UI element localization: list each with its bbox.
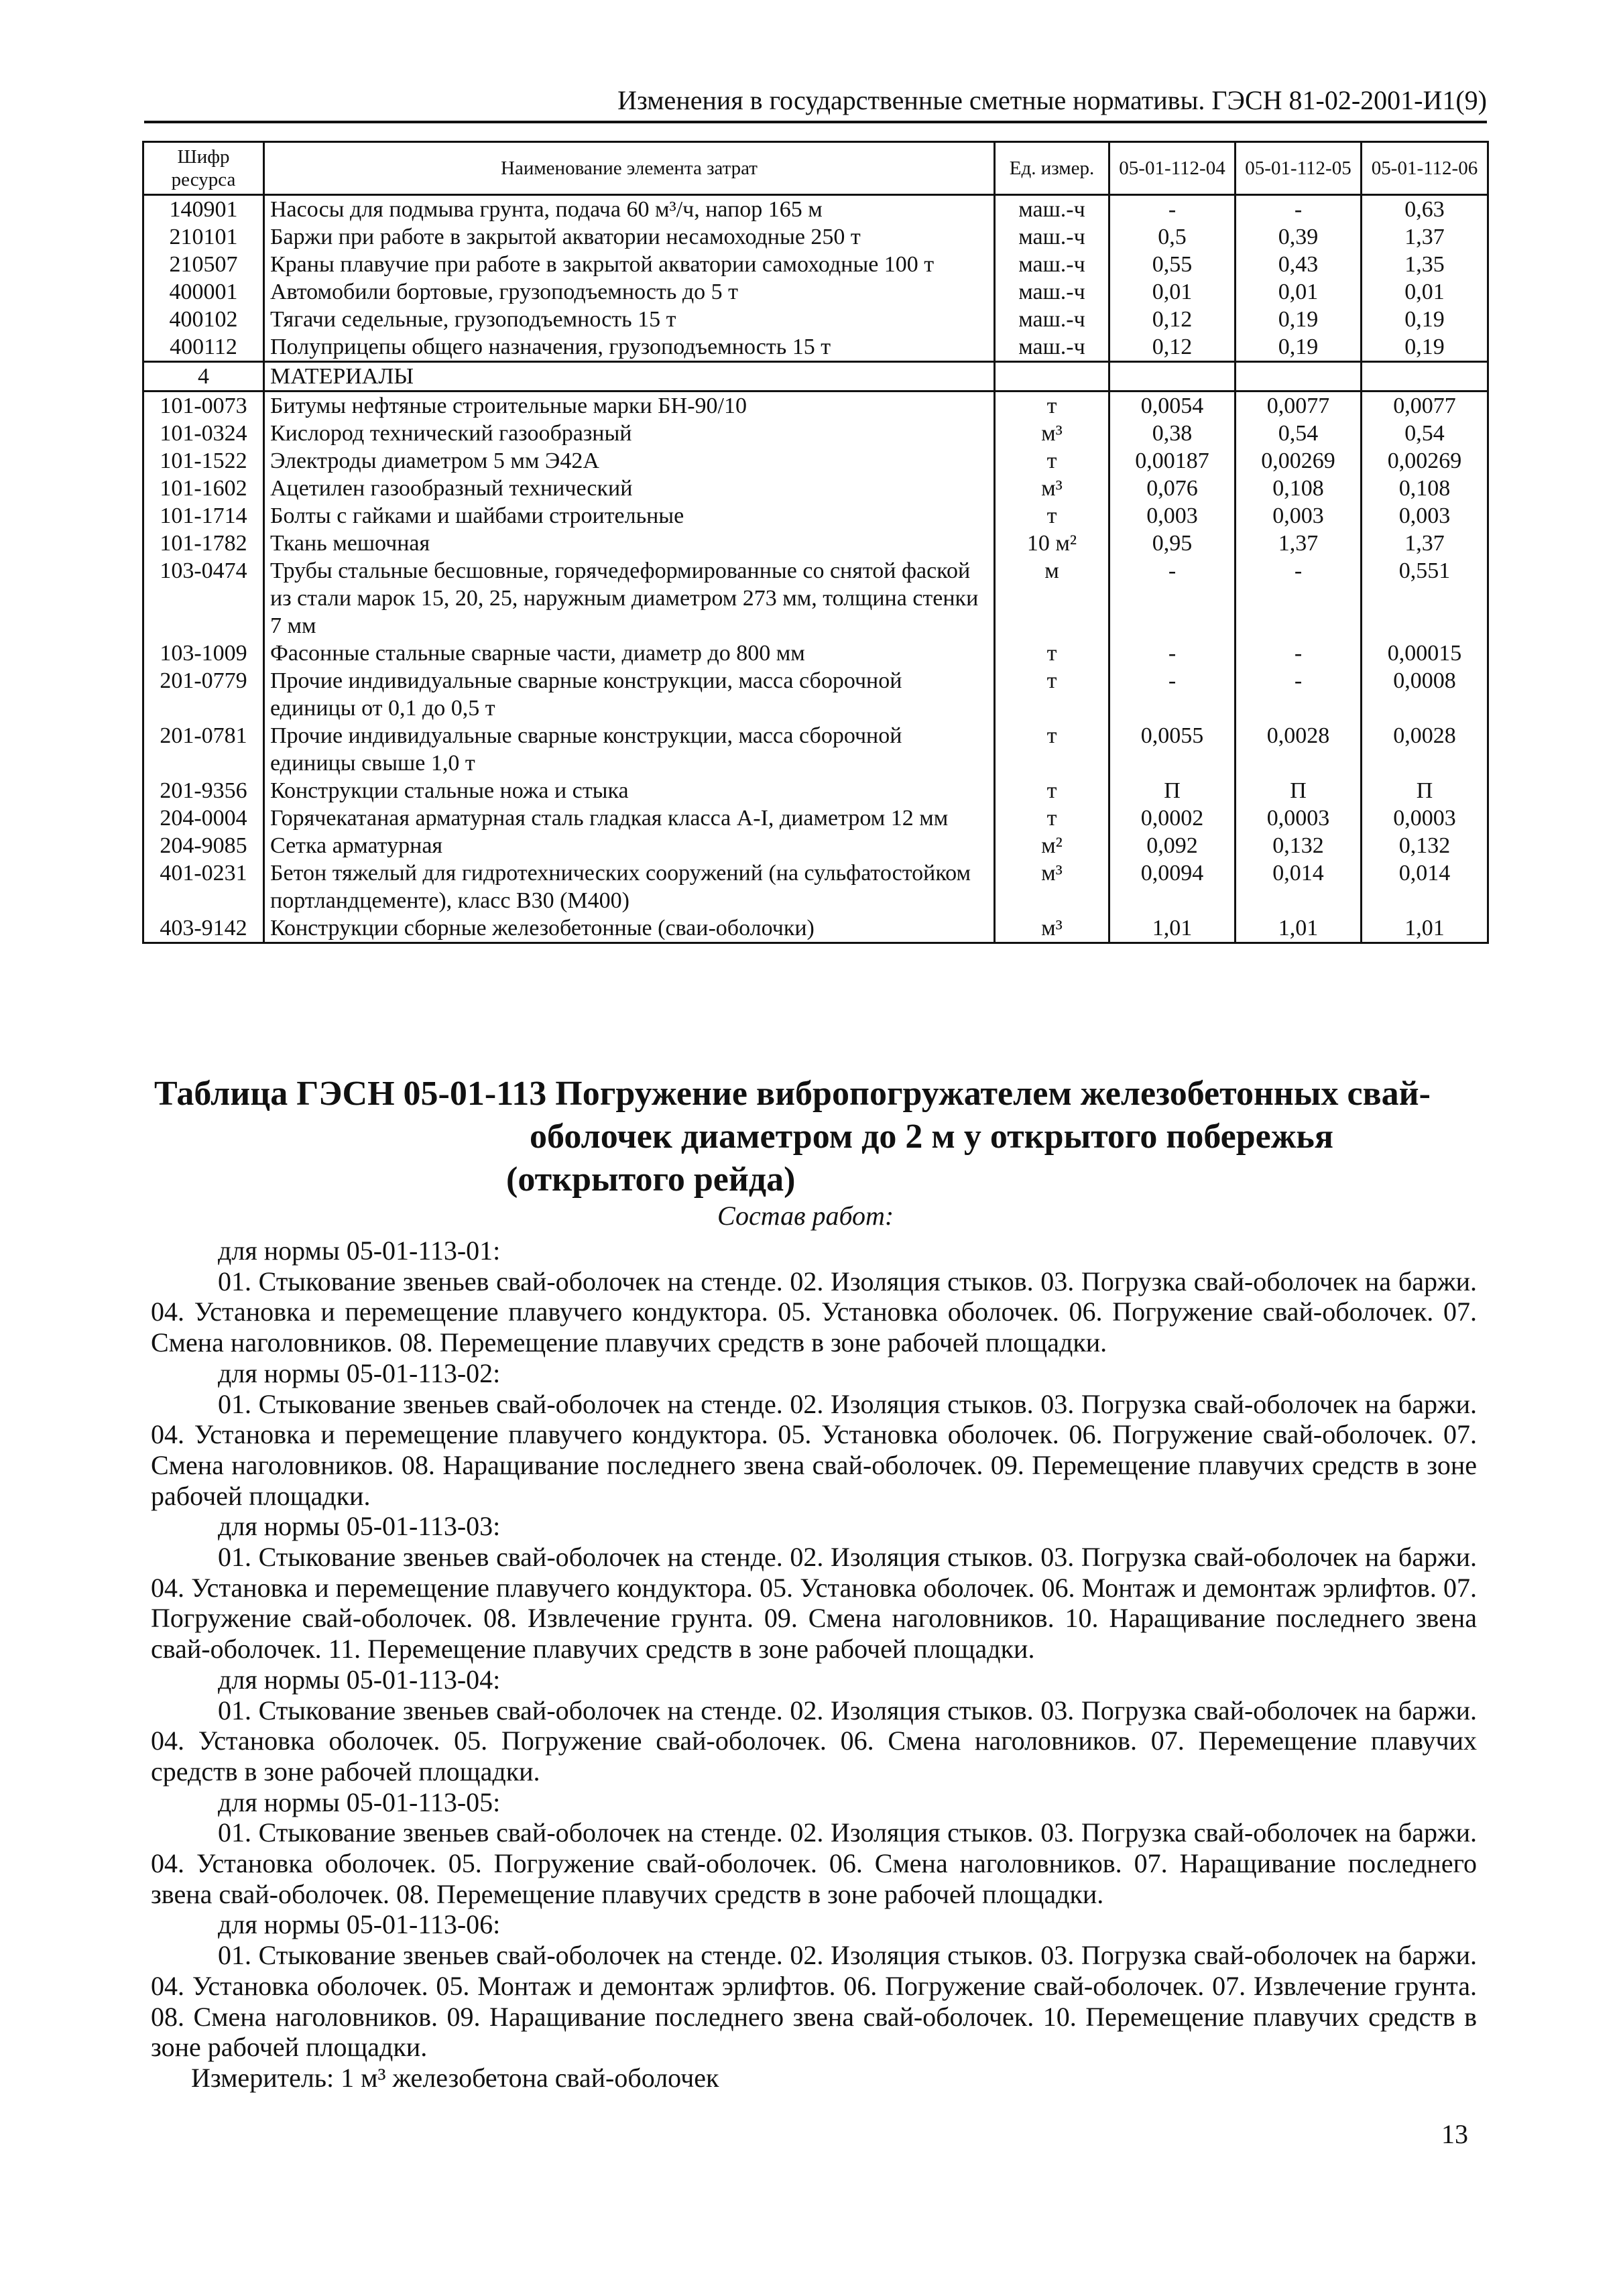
norm-label: для нормы 05-01-113-04:: [218, 1664, 501, 1695]
cell-unit: маш.-ч: [995, 306, 1109, 333]
cell-c2: -: [1236, 640, 1362, 667]
cell-unit: [995, 362, 1109, 391]
cell-c3: 0,0003: [1362, 804, 1488, 832]
cell-c3: 0,19: [1362, 333, 1488, 362]
table-row: [143, 223, 1488, 251]
cell-c3: 1,37: [1362, 223, 1488, 251]
table-row: [143, 667, 1488, 722]
cell-c2: 0,54: [1236, 420, 1362, 447]
cell-unit: 10 м²: [995, 530, 1109, 557]
cell-c1: -: [1109, 557, 1236, 640]
cell-c2: 0,39: [1236, 223, 1362, 251]
cell-c3: 0,19: [1362, 306, 1488, 333]
table-row: [143, 420, 1488, 447]
col-header-name: Наименование элемента затрат: [264, 142, 995, 195]
cell-code: 4: [143, 362, 264, 391]
cell-code: 103-0474: [143, 557, 264, 640]
cell-c2: 0,108: [1236, 475, 1362, 502]
cell-unit: маш.-ч: [995, 333, 1109, 362]
cell-code: 101-1602: [143, 475, 264, 502]
cell-unit: т: [995, 667, 1109, 722]
cell-name: Электроды диаметром 5 мм Э42А: [264, 447, 995, 475]
cell-unit: т: [995, 391, 1109, 420]
cell-unit: м³: [995, 420, 1109, 447]
cell-code: 140901: [143, 195, 264, 224]
cell-name: Краны плавучие при работе в закрытой акватории самоходные 100 т: [264, 251, 995, 278]
cell-unit: т: [995, 777, 1109, 804]
cell-c1: -: [1109, 195, 1236, 224]
cell-c2: 0,003: [1236, 502, 1362, 530]
cell-unit: маш.-ч: [995, 195, 1109, 224]
cell-name: Фасонные стальные сварные части, диаметр до 800 мм: [264, 640, 995, 667]
table-row: [143, 333, 1488, 362]
cell-c2: 1,01: [1236, 914, 1362, 943]
table-row: [143, 447, 1488, 475]
cell-c3: 1,37: [1362, 530, 1488, 557]
table-row: [143, 914, 1488, 943]
cell-name: Болты с гайками и шайбами строительные: [264, 502, 995, 530]
cell-c3: 1,01: [1362, 914, 1488, 943]
cell-c3: 0,63: [1362, 195, 1488, 224]
cell-unit: т: [995, 640, 1109, 667]
cell-code: 101-1522: [143, 447, 264, 475]
cell-c2: 0,19: [1236, 306, 1362, 333]
cell-unit: т: [995, 447, 1109, 475]
cell-c3: 0,0028: [1362, 722, 1488, 777]
cell-name: Конструкции сборные железобетонные (сваи-оболочки): [264, 914, 995, 943]
cell-code: 210101: [143, 223, 264, 251]
section-title-line-3: (открытого рейда): [506, 1160, 796, 1199]
cell-code: 400102: [143, 306, 264, 333]
cell-code: 103-1009: [143, 640, 264, 667]
cell-name: Насосы для подмыва грунта, подача 60 м³/ч, напор 165 м: [264, 195, 995, 224]
cell-c2: 0,0003: [1236, 804, 1362, 832]
cell-c2: 0,132: [1236, 832, 1362, 859]
table-row: [143, 251, 1488, 278]
table-header-row: [143, 142, 1488, 195]
table-row: [143, 777, 1488, 804]
cell-c3: 0,0077: [1362, 391, 1488, 420]
cell-c3: 0,014: [1362, 859, 1488, 914]
cell-name: Ацетилен газообразный технический: [264, 475, 995, 502]
norm-label: для нормы 05-01-113-06:: [218, 1909, 501, 1940]
table-row: [143, 722, 1488, 777]
cell-c2: 0,0028: [1236, 722, 1362, 777]
cell-name: Тягачи седельные, грузоподъемность 15 т: [264, 306, 995, 333]
cell-unit: т: [995, 502, 1109, 530]
cell-c1: 0,5: [1109, 223, 1236, 251]
cell-name: Горячекатаная арматурная сталь гладкая класса А-I, диаметром 12 мм: [264, 804, 995, 832]
norm-label: для нормы 05-01-113-05:: [218, 1787, 501, 1817]
norm-work-list: 01. Стыкование звеньев свай-оболочек на стенде. 02. Изоляция стыков. 03. Погрузка свай-оболочек на баржи. 04. Установка и перемещение плавучего кондуктора. 05. Установка оболочек. 06. Погружение свай-оболочек. 07. Смена наголовников. 08. Наращивание последнего звена свай-оболочек. 09. Перемещение плавучих средств в зоне рабочей площадки.: [151, 1388, 1477, 1511]
cell-c2: -: [1236, 667, 1362, 722]
table-row: [143, 502, 1488, 530]
section-title-line-2: оболочек диаметром до 2 м у открытого побережья: [530, 1117, 1334, 1156]
col-header-unit: Ед. измер.: [995, 142, 1109, 195]
cell-c3: [1362, 362, 1488, 391]
cell-code: 201-9356: [143, 777, 264, 804]
cell-c1: 0,12: [1109, 306, 1236, 333]
cell-unit: м³: [995, 859, 1109, 914]
cell-code: 403-9142: [143, 914, 264, 943]
cell-c2: 0,00269: [1236, 447, 1362, 475]
cell-c2: 0,014: [1236, 859, 1362, 914]
resource-table: [142, 141, 1489, 944]
norms-list: [151, 1235, 1477, 2063]
cell-name: Кислород технический газообразный: [264, 420, 995, 447]
cell-c1: 0,0002: [1109, 804, 1236, 832]
cell-c1: 0,003: [1109, 502, 1236, 530]
cell-c1: -: [1109, 640, 1236, 667]
work-composition: [151, 1235, 1477, 2094]
cell-c1: 0,0055: [1109, 722, 1236, 777]
norm-label: для нормы 05-01-113-01:: [218, 1235, 501, 1266]
cell-name: Баржи при работе в закрытой акватории несамоходные 250 т: [264, 223, 995, 251]
cell-code: 210507: [143, 251, 264, 278]
cell-c3: 0,108: [1362, 475, 1488, 502]
cell-c3: 0,0008: [1362, 667, 1488, 722]
cell-name: Автомобили бортовые, грузоподъемность до 5 т: [264, 278, 995, 306]
cell-c1: 0,55: [1109, 251, 1236, 278]
cell-c2: 0,01: [1236, 278, 1362, 306]
table-row: [143, 530, 1488, 557]
table-row: [143, 804, 1488, 832]
cell-code: 400001: [143, 278, 264, 306]
section-title-line-1: Таблица ГЭСН 05-01-113 Погружение вибропогружателем железобетонных свай-: [154, 1075, 1431, 1113]
cell-c1: 0,01: [1109, 278, 1236, 306]
cell-unit: м³: [995, 475, 1109, 502]
cell-c3: 0,003: [1362, 502, 1488, 530]
col-header-code: Шифр ресурса: [143, 142, 264, 195]
cell-c3: 0,01: [1362, 278, 1488, 306]
cell-unit: т: [995, 804, 1109, 832]
cell-unit: м³: [995, 914, 1109, 943]
col-header-c1: 05-01-112-04: [1109, 142, 1236, 195]
table-body: [143, 195, 1488, 943]
section-title: [154, 1073, 1488, 1201]
cell-code: 101-0324: [143, 420, 264, 447]
norm-work-list: 01. Стыкование звеньев свай-оболочек на стенде. 02. Изоляция стыков. 03. Погрузка свай-оболочек на баржи. 04. Установка и перемещение плавучего кондуктора. 05. Установка оболочек. 06. Погружение свай-оболочек. 07. Смена наголовников. 08. Перемещение плавучих средств в зоне рабочей площадки.: [151, 1266, 1477, 1358]
cell-c3: 0,551: [1362, 557, 1488, 640]
cell-code: 400112: [143, 333, 264, 362]
cell-c1: 0,12: [1109, 333, 1236, 362]
norm-work-list: 01. Стыкование звеньев свай-оболочек на стенде. 02. Изоляция стыков. 03. Погрузка свай-оболочек на баржи. 04. Установка оболочек. 05. Погружение свай-оболочек. 06. Смена наголовников. 07. Наращивание последнего звена свай-оболочек. 08. Перемещение плавучих средств в зоне рабочей площадки.: [151, 1817, 1477, 1909]
table-row: [143, 557, 1488, 640]
cell-code: 201-0779: [143, 667, 264, 722]
cell-c1: 0,0054: [1109, 391, 1236, 420]
cell-unit: маш.-ч: [995, 278, 1109, 306]
cell-c1: 0,076: [1109, 475, 1236, 502]
cell-name: МАТЕРИАЛЫ: [264, 362, 995, 391]
cell-name: Полуприцепы общего назначения, грузоподъемность 15 т: [264, 333, 995, 362]
cell-c1: 0,0094: [1109, 859, 1236, 914]
norm-label: для нормы 05-01-113-03:: [218, 1511, 501, 1542]
composition-heading: Состав работ:: [717, 1201, 894, 1231]
section-header-row: [143, 362, 1488, 391]
cell-c1: П: [1109, 777, 1236, 804]
cell-name: Сетка арматурная: [264, 832, 995, 859]
table-row: [143, 859, 1488, 914]
norm-label: для нормы 05-01-113-02:: [218, 1357, 501, 1388]
cell-name: Битумы нефтяные строительные марки БН-90/10: [264, 391, 995, 420]
cell-code: 204-0004: [143, 804, 264, 832]
table-row: [143, 475, 1488, 502]
cell-c1: 0,092: [1109, 832, 1236, 859]
cell-name: Прочие индивидуальные сварные конструкции, масса сборочной единицы от 0,1 до 0,5 т: [264, 667, 995, 722]
table-row: [143, 278, 1488, 306]
cell-c1: 0,95: [1109, 530, 1236, 557]
table-row: [143, 195, 1488, 224]
cell-name: Ткань мешочная: [264, 530, 995, 557]
cell-c2: 0,43: [1236, 251, 1362, 278]
cell-name: Прочие индивидуальные сварные конструкции, масса сборочной единицы свыше 1,0 т: [264, 722, 995, 777]
cell-c2: П: [1236, 777, 1362, 804]
cell-c3: П: [1362, 777, 1488, 804]
cell-name: Трубы стальные бесшовные, горячедеформированные со снятой фаской из стали марок 15, 20, 25, наружным диаметром 273 мм, толщина стенки 7 мм: [264, 557, 995, 640]
cell-c3: 0,00269: [1362, 447, 1488, 475]
cell-c2: [1236, 362, 1362, 391]
cell-code: 101-1782: [143, 530, 264, 557]
cell-c1: [1109, 362, 1236, 391]
cell-c1: 0,00187: [1109, 447, 1236, 475]
cell-unit: маш.-ч: [995, 223, 1109, 251]
cell-name: Конструкции стальные ножа и стыка: [264, 777, 995, 804]
cell-unit: м: [995, 557, 1109, 640]
cell-c2: 0,0077: [1236, 391, 1362, 420]
col-header-c2: 05-01-112-05: [1236, 142, 1362, 195]
cell-code: 204-9085: [143, 832, 264, 859]
table-row: [143, 391, 1488, 420]
cell-unit: т: [995, 722, 1109, 777]
cell-code: 101-0073: [143, 391, 264, 420]
cell-c3: 1,35: [1362, 251, 1488, 278]
page-number: 13: [1441, 2119, 1468, 2149]
norm-work-list: 01. Стыкование звеньев свай-оболочек на стенде. 02. Изоляция стыков. 03. Погрузка свай-оболочек на баржи. 04. Установка оболочек. 05. Погружение свай-оболочек. 06. Смена наголовников. 07. Перемещение плавучих средств в зоне рабочей площадки.: [151, 1695, 1477, 1787]
cell-code: 201-0781: [143, 722, 264, 777]
cell-c1: 0,38: [1109, 420, 1236, 447]
cell-c3: 0,00015: [1362, 640, 1488, 667]
measure-unit: Измеритель: 1 м³ железобетона свай-оболочек: [191, 2062, 719, 2093]
norm-work-list: 01. Стыкование звеньев свай-оболочек на стенде. 02. Изоляция стыков. 03. Погрузка свай-оболочек на баржи. 04. Установка и перемещение плавучего кондуктора. 05. Установка оболочек. 06. Монтаж и демонтаж эрлифтов. 07. Погружение свай-оболочек. 08. Извлечение грунта. 09. Смена наголовников. 10. Наращивание последнего звена свай-оболочек. 11. Перемещение плавучих средств в зоне рабочей площадки.: [151, 1542, 1477, 1665]
cell-code: 101-1714: [143, 502, 264, 530]
cell-c2: -: [1236, 557, 1362, 640]
cell-c2: 0,19: [1236, 333, 1362, 362]
table-row: [143, 832, 1488, 859]
cell-c3: 0,132: [1362, 832, 1488, 859]
table-row: [143, 640, 1488, 667]
cell-c2: 1,37: [1236, 530, 1362, 557]
col-header-c3: 05-01-112-06: [1362, 142, 1488, 195]
cell-c1: -: [1109, 667, 1236, 722]
cell-code: 401-0231: [143, 859, 264, 914]
cell-c3: 0,54: [1362, 420, 1488, 447]
cell-c2: -: [1236, 195, 1362, 224]
cell-c1: 1,01: [1109, 914, 1236, 943]
cell-unit: маш.-ч: [995, 251, 1109, 278]
running-header: Изменения в государственные сметные нормативы. ГЭСН 81-02-2001-И1(9): [144, 82, 1487, 123]
cell-unit: м²: [995, 832, 1109, 859]
cell-name: Бетон тяжелый для гидротехнических сооружений (на сульфатостойком портландцементе), класс В30 (М400): [264, 859, 995, 914]
table-row: [143, 306, 1488, 333]
norm-work-list: 01. Стыкование звеньев свай-оболочек на стенде. 02. Изоляция стыков. 03. Погрузка свай-оболочек на баржи. 04. Установка оболочек. 05. Монтаж и демонтаж эрлифтов. 06. Погружение свай-оболочек. 07. Извлечение грунта. 08. Смена наголовников. 09. Наращивание последнего звена свай-оболочек. 10. Перемещение плавучих средств в зоне рабочей площадки.: [151, 1940, 1477, 2063]
